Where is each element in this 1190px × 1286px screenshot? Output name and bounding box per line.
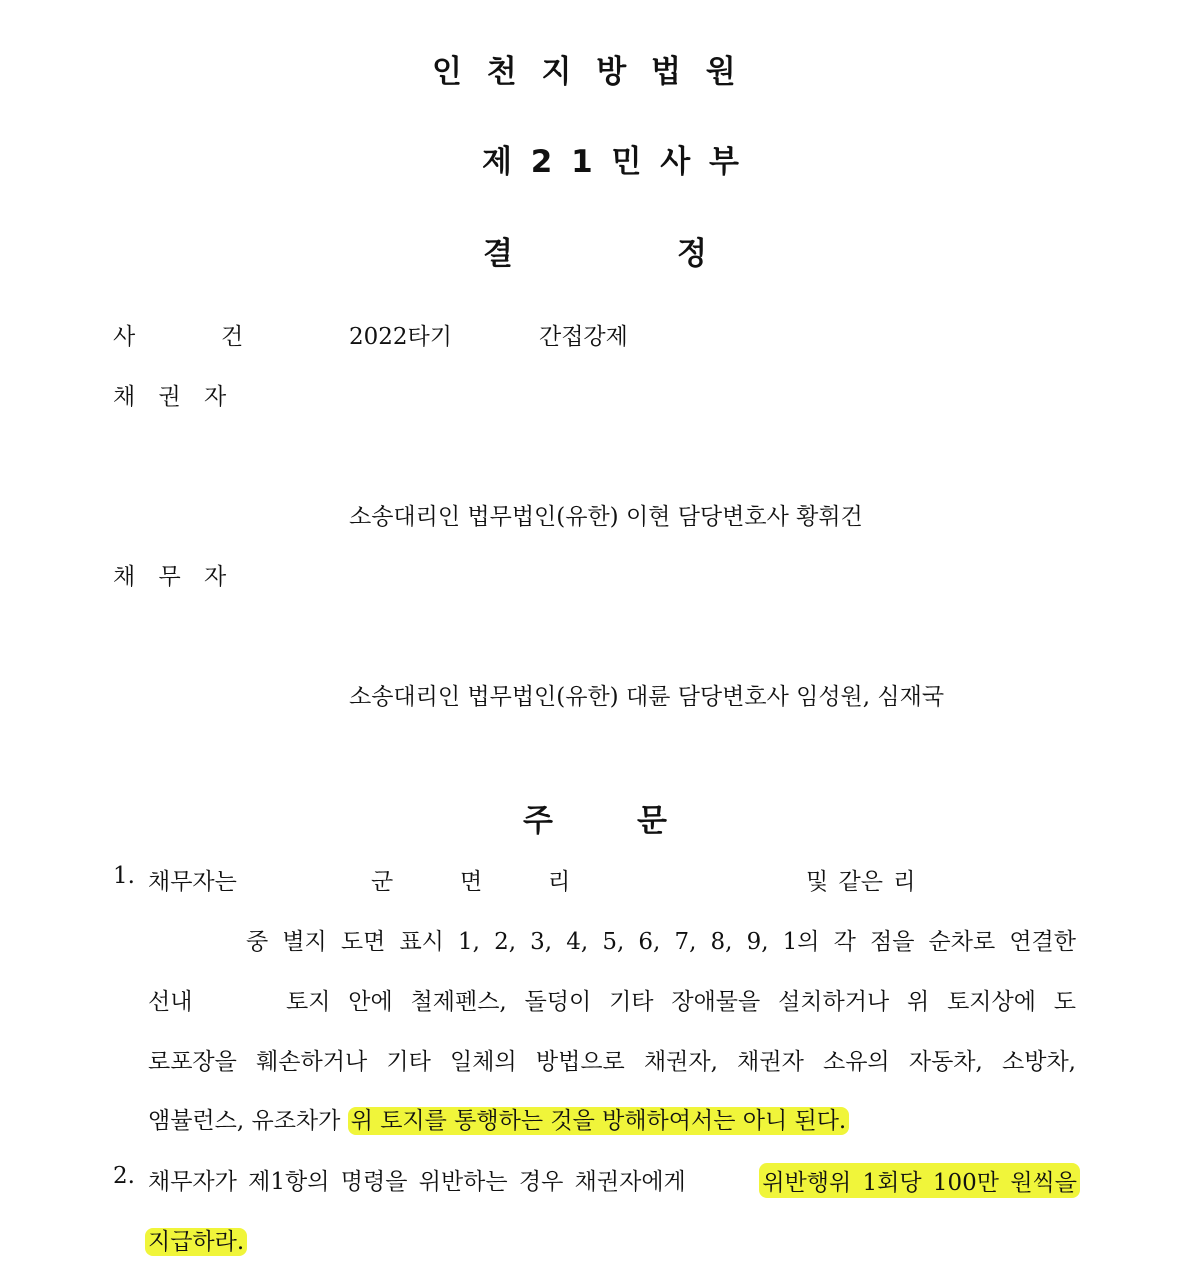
division-name: 제 2 1 민 사 부: [482, 144, 739, 180]
item2-line1-text: 채무자가 제1항의 명령을 위반하는 경우 채권자에게: [148, 1169, 686, 1195]
item1-line3-a: 선내: [148, 989, 193, 1015]
creditor-label: 채 권 자: [113, 384, 227, 410]
item1-highlighted-text: 위 토지를 통행하는 것을 방해하여서는 아니 된다.: [348, 1107, 850, 1135]
item2-line2: [145, 1223, 247, 1256]
item1-same-ri: 및 같은 리: [806, 869, 916, 895]
case-number: 2022타기: [349, 324, 452, 350]
item2-highlighted-text-1: 위반행위 1회당 100만 원씩을: [759, 1163, 1080, 1198]
item1-line5: [148, 1102, 849, 1135]
item2-line1: [148, 1163, 1080, 1198]
item1-lead: 채무자는: [148, 869, 237, 895]
item2-highlighted-text-2: 지급하라.: [145, 1228, 247, 1256]
item1-myeon: 면: [460, 869, 483, 895]
item2-number: 2.: [113, 1163, 135, 1189]
order-title-second: 문: [637, 803, 667, 839]
item1-gun: 군: [371, 869, 394, 895]
court-name: 인 천 지 방 법 원: [432, 54, 736, 90]
item1-line2: 중 별지 도면 표시 1, 2, 3, 4, 5, 6, 7, 8, 9, 1의 각 점을 순차로 연결한: [246, 929, 1076, 955]
item1-line4: 로포장을 훼손하거나 기타 일체의 방법으로 채권자, 채권자 소유의 자동차, 소방차,: [148, 1049, 1076, 1075]
item1-ri: 리: [548, 869, 571, 895]
case-label-2: 건: [221, 324, 244, 350]
case-type: 간접강제: [539, 324, 628, 350]
case-label-1: 사: [113, 324, 136, 350]
debtor-agent: 소송대리인 법무법인(유한) 대륜 담당변호사 임성원, 심재국: [349, 684, 945, 710]
creditor-agent: 소송대리인 법무법인(유한) 이현 담당변호사 황휘건: [349, 504, 863, 530]
item1-number: 1.: [113, 863, 135, 889]
doc-type-second: 정: [677, 236, 707, 272]
item1-line5-text: 앰뷸런스, 유조차가: [148, 1108, 341, 1134]
item1-line3-b: 토지 안에 철제펜스, 돌덩이 기타 장애물을 설치하거나 위 토지상에 도: [286, 989, 1076, 1015]
debtor-label: 채 무 자: [113, 564, 227, 590]
order-title-first: 주: [523, 803, 553, 839]
doc-type-first: 결: [483, 236, 513, 272]
